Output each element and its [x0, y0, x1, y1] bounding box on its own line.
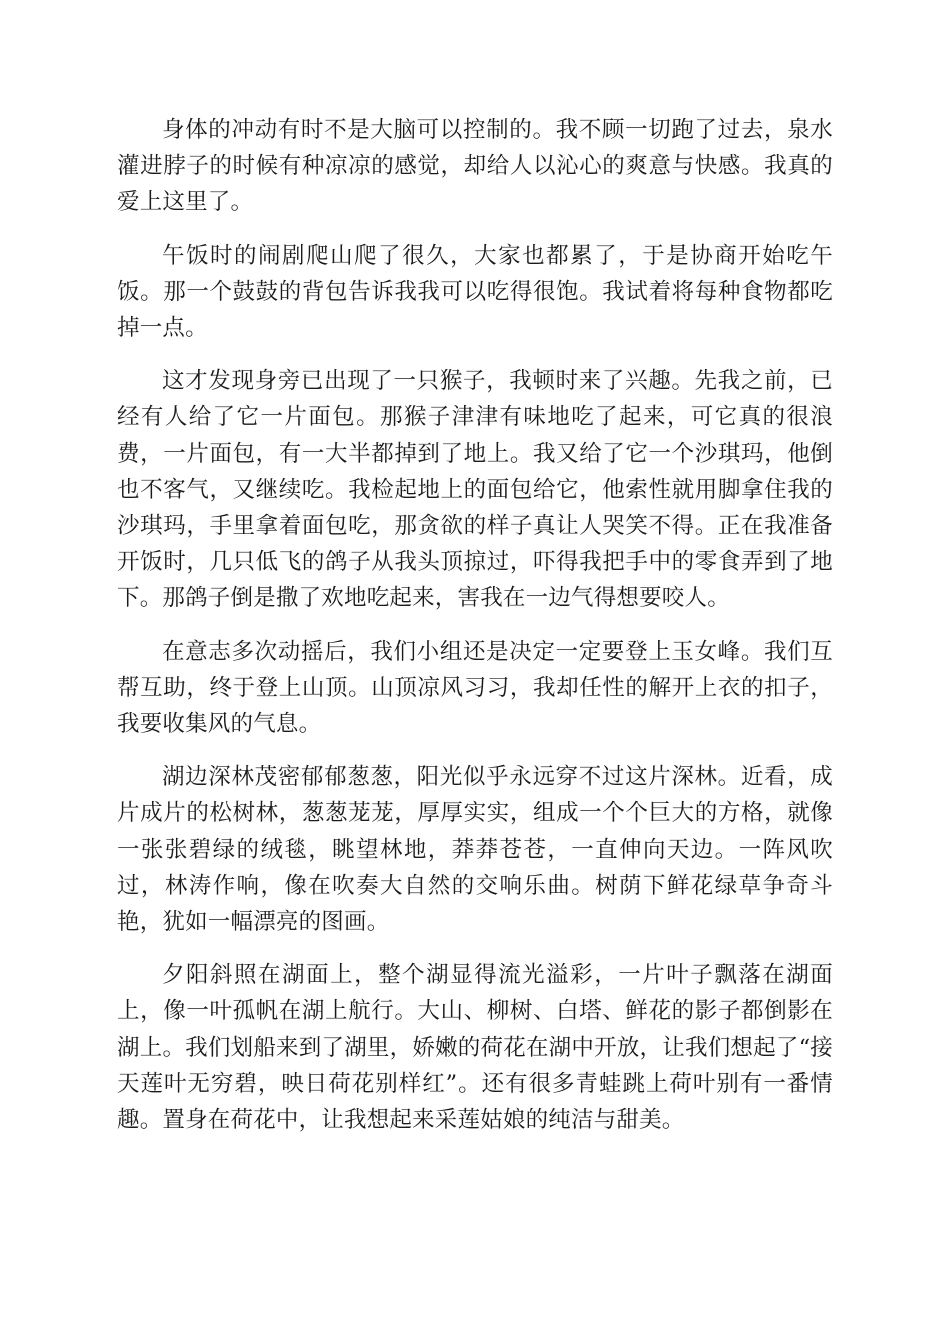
paragraph-lake-sunset: 夕阳斜照在湖面上，整个湖显得流光溢彩，一片叶子飘落在湖面上，像一叶孤帆在湖上航行。大山、柳树、白塔、鲜花的影子都倒影在湖上。我们划船来到了湖里，娇嫩的荷花在湖中开放，让我们想起了“接天莲叶无穷碧，映日荷花别样红”。还有很多青蛙跳上荷叶别有一番情趣。置身在荷花中，让我想起来采莲姑娘的纯洁与甜美。 — [117, 962, 833, 1134]
document-page — [117, 112, 833, 1155]
paragraph-spring-water: 身体的冲动有时不是大脑可以控制的。我不顾一切跑了过去，泉水灌进脖子的时候有种凉凉的感觉，却给人以沁心的爽意与快感。我真的爱上这里了。 — [117, 117, 833, 216]
paragraph-monkey: 这才发现身旁已出现了一只猴子，我顿时来了兴趣。先我之前，已经有人给了它一片面包。那猴子津津有味地吃了起来，可它真的很浪费，一片面包，有一大半都掉到了地上。我又给了它一个沙琪玛，他倒也不客气，又继续吃。我检起地上的面包给它，他索性就用脚拿住我的沙琪玛，手里拿着面包吃，那贪欲的样子真让人哭笑不得。正在我准备开饭时，几只低飞的鸽子从我头顶掠过，吓得我把手中的零食弄到了地下。那鸽子倒是撒了欢地吃起来，害我在一边气得想要咬人。 — [117, 368, 833, 612]
paragraph-summit: 在意志多次动摇后，我们小组还是决定一定要登上玉女峰。我们互帮互助，终于登上山顶。山顶凉风习习，我却任性的解开上衣的扣子，我要收集风的气息。 — [117, 638, 833, 738]
paragraph-forest: 湖边深林茂密郁郁葱葱，阳光似乎永远穿不过这片深林。近看，成片成片的松树林，葱葱茏茏，厚厚实实，组成一个个巨大的方格，就像一张张碧绿的绒毯，眺望林地，莽莽苍苍，一直伸向天边。一阵风吹过，林涛作响，像在吹奏大自然的交响乐曲。树荫下鲜花绿草争奇斗艳，犹如一幅漂亮的图画。 — [117, 764, 833, 936]
paragraph-lunch: 午饭时的闹剧爬山爬了很久，大家也都累了，于是协商开始吃午饭。那一个鼓鼓的背包告诉我我可以吃得很饱。我试着将每种食物都吃掉一点。 — [117, 242, 833, 342]
